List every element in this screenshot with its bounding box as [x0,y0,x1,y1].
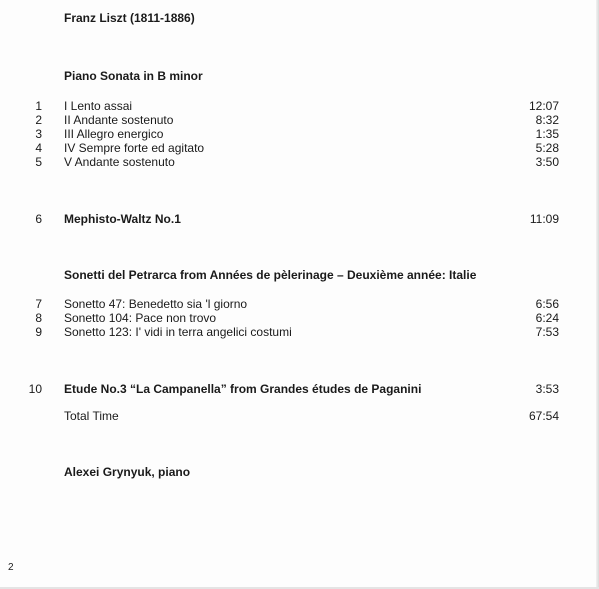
track-duration: 3:50 [535,155,559,169]
track-title: Sonetto 123: I' vidi in terra angelici costumi [64,325,292,339]
work-title-la-campanella: Etude No.3 “La Campanella” from Grandes études de Paganini [64,382,422,396]
track-number: 2 [35,113,42,127]
track-title: Sonetto 47: Benedetto sia 'l giorno [64,297,248,311]
track-title: I Lento assai [64,99,133,113]
work-title-mephisto-waltz: Mephisto-Waltz No.1 [64,212,181,226]
track-duration: 11:09 [529,212,559,226]
track-duration: 8:32 [535,113,559,127]
track-number: 7 [35,297,42,311]
track-duration: 1:35 [535,127,559,141]
track-number: 4 [35,141,42,155]
page-number: 2 [8,562,14,573]
work-title-piano-sonata: Piano Sonata in B minor [64,69,203,83]
track-title: IV Sempre forte ed agitato [64,141,205,155]
track-duration: 6:24 [535,311,559,325]
track-number: 9 [35,325,42,339]
track-number: 1 [35,99,42,113]
total-time-duration: 67:54 [528,409,559,423]
performer-credit: Alexei Grynyuk, piano [64,465,191,479]
composer-heading: Franz Liszt (1811-1886) [64,11,195,25]
track-number: 6 [35,212,42,226]
track-duration: 12:07 [528,99,559,113]
track-title: II Andante sostenuto [64,113,174,127]
track-number: 8 [35,311,42,325]
total-time-label: Total Time [64,409,119,423]
track-duration: 6:56 [535,297,559,311]
track-number: 10 [28,382,42,396]
track-duration: 5:28 [535,141,559,155]
track-duration: 3:53 [535,382,559,396]
work-title-sonetti: Sonetti del Petrarca from Années de pèlerinage – Deuxième année: Italie [64,268,477,282]
track-number: 3 [35,127,42,141]
track-title: Sonetto 104: Pace non trovo [64,311,217,325]
track-duration: 7:53 [535,325,559,339]
track-number: 5 [35,155,42,169]
track-title: V Andante sostenuto [64,155,175,169]
track-title: III Allegro energico [64,127,164,141]
